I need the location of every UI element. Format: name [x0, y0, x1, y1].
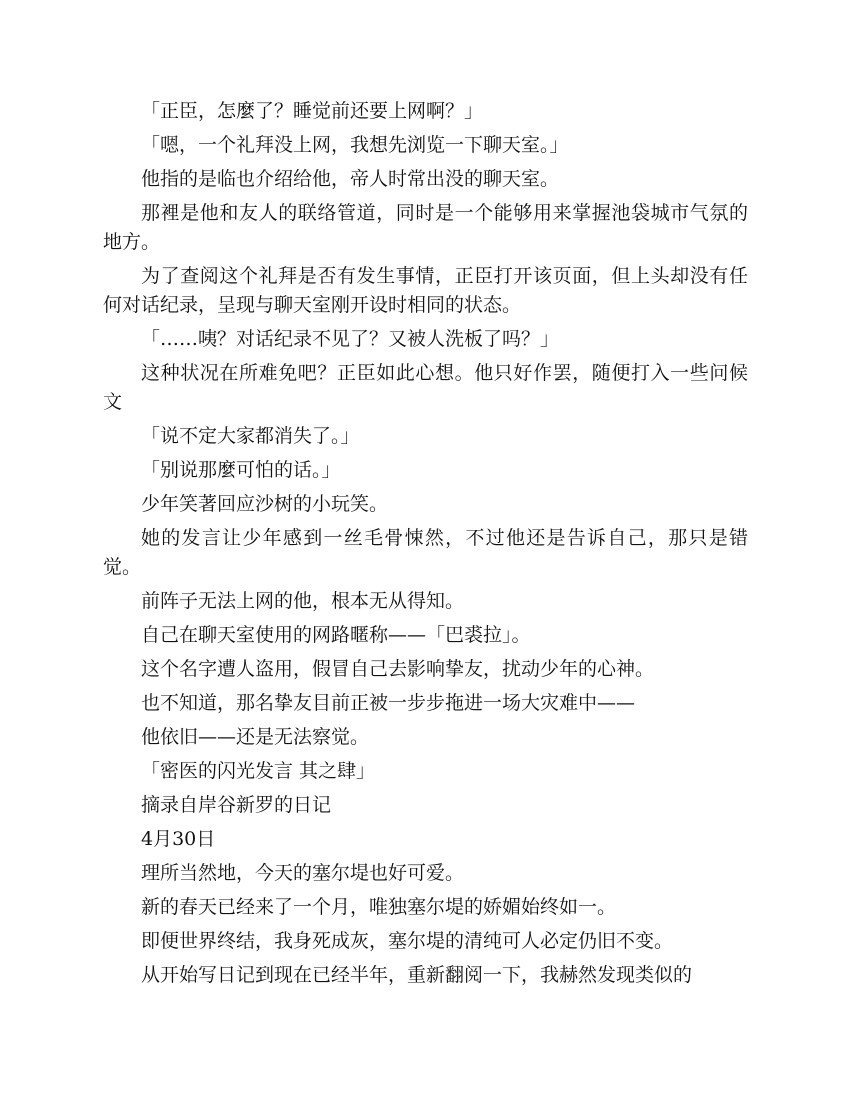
- paragraph: 这种状况在所难免吧？正臣如此心想。他只好作罢，随便打入一些问候文: [103, 362, 748, 413]
- paragraph: 自己在聊天室使用的网路暱称——「巴裘拉」。: [141, 624, 531, 646]
- paragraph: 「说不定大家都消失了。」: [141, 425, 360, 447]
- paragraph: 新的春天已经来了一个月，唯独塞尔堤的娇媚始终如一。: [141, 896, 617, 918]
- paragraph: 前阵子无法上网的他，根本无从得知。: [141, 590, 465, 612]
- paragraph: 也不知道，那名挚友目前正被一步步拖进一场大灾难中——: [141, 692, 636, 714]
- diary-source-line: 摘录自岸谷新罗的日记: [141, 794, 332, 816]
- document-page: [103, 97, 748, 995]
- diary-date: 4月30日: [141, 828, 216, 850]
- paragraph: 从开始写日记到现在已经半年，重新翻阅一下，我赫然发现类似的: [141, 964, 693, 986]
- paragraph: 他依旧——还是无法察觉。: [141, 726, 370, 748]
- paragraph: 那裡是他和友人的联络管道，同时是一个能够用来掌握池袋城市气氛的地方。: [103, 202, 748, 253]
- paragraph: 她的发言让少年感到一丝毛骨悚然，不过他还是告诉自己，那只是错觉。: [103, 527, 748, 578]
- paragraph: 这个名字遭人盗用，假冒自己去影响挚友，扰动少年的心神。: [141, 658, 655, 680]
- paragraph: 理所当然地，今天的塞尔堤也好可爱。: [141, 862, 465, 884]
- paragraph: 即便世界终结，我身死成灰，塞尔堤的清纯可人必定仍旧不变。: [141, 930, 674, 952]
- paragraph: 少年笑著回应沙树的小玩笑。: [141, 493, 389, 515]
- paragraph: 「嗯，一个礼拜没上网，我想先浏览一下聊天室。」: [141, 134, 569, 156]
- paragraph: 「正臣，怎麼了？睡觉前还要上网啊？」: [141, 100, 484, 122]
- section-heading: 「密医的闪光发言 其之肆」: [141, 760, 376, 782]
- paragraph: 「……咦？对话纪录不见了？又被人洗板了吗？」: [141, 328, 560, 350]
- paragraph: 为了查阅这个礼拜是否有发生事情，正臣打开该页面，但上头却没有任何对话纪录，呈现与聊天室刚开设时相同的状态。: [103, 265, 748, 316]
- paragraph: 他指的是临也介绍给他，帝人时常出没的聊天室。: [141, 168, 560, 190]
- paragraph: 「别说那麼可怕的话。」: [141, 459, 341, 481]
